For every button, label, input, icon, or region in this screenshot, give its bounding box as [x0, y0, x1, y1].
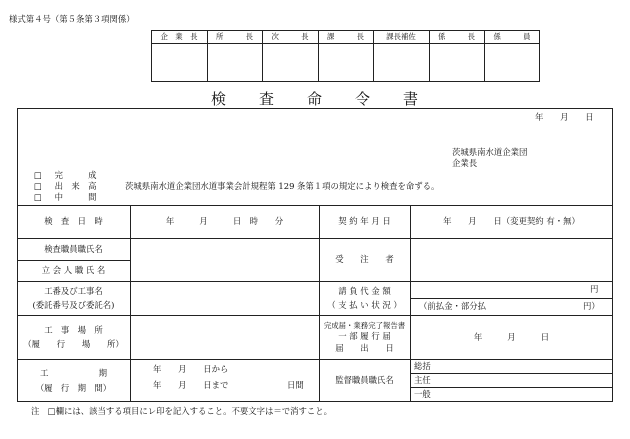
work-location-label-line2: （履 行 場 所） [23, 339, 124, 349]
approval-header-assistant-chief: 課長補佐 [386, 31, 416, 41]
supervisor-role-staff: 一般 [414, 389, 431, 399]
work-period-label-line2: （履 行 期 間） [35, 382, 112, 393]
inspector-field[interactable] [130, 238, 319, 260]
supervisor-label: 監督職員職氏名 [335, 375, 394, 386]
work-location-label-line1: 工 事 場 所 [44, 324, 103, 335]
approval-header-director: 所 長 [216, 31, 253, 41]
contract-amount-label-line2: （ 支 払 い 状 況 ） [327, 300, 402, 310]
issuer-role: 企業長 [452, 158, 478, 168]
work-location-field[interactable] [130, 315, 319, 359]
approval-header-deputy: 次 長 [271, 31, 309, 41]
contract-amount-label [319, 281, 410, 315]
report-date-label-line3: 届 出 日 [335, 342, 394, 353]
work-name-label-line2: (委託番号及び委託名) [32, 300, 115, 310]
approval-header-ceo: 企 業 長 [160, 31, 198, 41]
order-text: 茨城県南水道企業団水道事業会計規程第 129 条第１項の規定により検査を命ずる。 [125, 181, 440, 191]
prepayment-unit: 円） [583, 301, 600, 311]
work-location-label [17, 315, 130, 359]
inspection-datetime-label: 検 査 日 時 [44, 216, 103, 227]
work-name-label [17, 281, 130, 315]
checkbox-progress[interactable] [34, 182, 96, 190]
report-date-label-line2: 一 部 履 行 届 [338, 331, 391, 342]
checkbox-interim[interactable] [34, 193, 96, 201]
contract-date-label: 契 約 年 月 日 [338, 216, 391, 227]
inspector-label: 検査職員職氏名 [44, 243, 103, 254]
work-period-label-line1: 工 期 [40, 368, 107, 379]
date-line: 年 月 日 [535, 112, 594, 122]
footnote: 注 □欄には、該当する項目にレ印を記入すること。不要文字は＝で消すこと。 [31, 406, 333, 416]
form-number: 様式第４号（第５条第３項関係） [9, 14, 135, 24]
supervisor-role-chief: 主任 [414, 375, 431, 385]
work-name-field[interactable] [130, 281, 319, 315]
issuer-org: 茨城県南水道企業団 [452, 147, 528, 157]
witness-label: 立 会 人 職 氏 名 [41, 265, 106, 276]
work-name-label-line1: 工番及び工事名 [44, 285, 103, 296]
checkbox-label: 出 来 高 [54, 181, 97, 191]
report-date-field[interactable]: 年 月 日 [473, 331, 550, 342]
supervisor-role-general: 総括 [414, 361, 431, 371]
checkbox-label: 完 成 [54, 170, 97, 180]
document-title: 検 査 命 令 書 [210, 90, 419, 108]
approval-header-staff: 係 員 [493, 31, 531, 41]
contract-date-field[interactable]: 年 月 日（変更契約 有・無） [443, 216, 580, 227]
witness-field[interactable] [130, 260, 319, 281]
contractor-field[interactable] [410, 238, 613, 281]
checkbox-box[interactable]: □ [34, 170, 42, 180]
approval-header-unit-chief: 係 長 [438, 31, 475, 41]
contractor-label: 受 注 者 [335, 254, 394, 265]
approval-header-section-chief: 課 長 [327, 31, 364, 41]
contract-amount-label-line1: 請 負 代 金 額 [338, 285, 391, 296]
report-date-label-line1: 完成届・業務完了報告書 [323, 320, 406, 330]
inspection-datetime-field[interactable]: 年 月 日 時 分 [165, 216, 284, 227]
period-to-field[interactable]: 年 月 日まで [153, 380, 229, 390]
report-date-label [319, 315, 410, 359]
period-days-field[interactable]: 日間 [287, 380, 304, 390]
checkbox-box[interactable]: □ [34, 192, 42, 202]
amount-unit: 円 [590, 284, 599, 294]
checkbox-label: 中 間 [54, 192, 97, 202]
checkbox-complete[interactable] [34, 171, 96, 179]
work-period-label [17, 359, 130, 402]
period-from-field[interactable]: 年 月 日から [153, 364, 229, 374]
prepayment-label: （前払金・部分払 [419, 301, 486, 311]
checkbox-box[interactable]: □ [34, 181, 42, 191]
